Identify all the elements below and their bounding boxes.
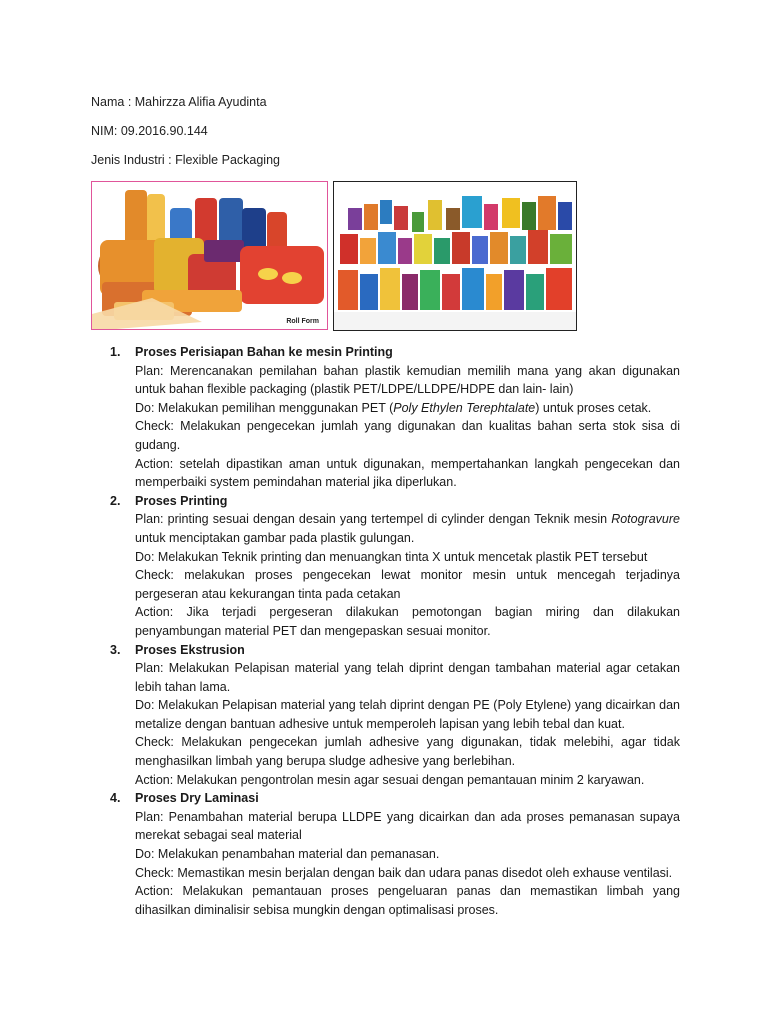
item-title: Proses Perisiapan Bahan ke mesin Printing	[135, 345, 393, 359]
item-check: Check: Melakukan pengecekan jumlah yang digunakan dan kualitas bahan serta stok sisa di gudang.	[135, 419, 680, 452]
item-number: 2.	[110, 493, 121, 508]
item-number: 3.	[110, 642, 121, 657]
list-item	[110, 789, 680, 919]
item-action: Action: Melakukan pemantauan proses pengeluaran panas dan memastikan limbah yang dihasilkan diminalisir sebisa mungkin dengan optimalisasi proses.	[135, 884, 680, 917]
industry-type: Jenis Industri : Flexible Packaging	[91, 153, 280, 167]
item-check: Check: melakukan proses pengecekan lewat monitor mesin untuk mencegah terjadinya pergeseran atau kekurangan tinta pada cetakan	[135, 568, 680, 601]
item-check: Check: Memastikan mesin berjalan dengan baik dan udara panas disedot oleh exhause ventilasi.	[135, 865, 673, 880]
roll-form-image	[91, 181, 328, 330]
item-title: Proses Printing	[135, 493, 228, 508]
packaged-products-image	[333, 181, 577, 331]
item-do-text-end: ) untuk proses cetak.	[535, 400, 652, 415]
item-plan: Plan: Melakukan Pelapisan material yang telah diprint dengan tambahan material agar cetakan lebih tahan lama.	[135, 661, 680, 694]
product-images	[91, 181, 577, 333]
item-do: Do: Melakukan penambahan material dan pemanasan.	[135, 847, 440, 862]
roll-form-illustration	[92, 182, 328, 330]
list-item	[110, 343, 680, 492]
student-name: Nama : Mahirzza Alifia Ayudinta	[91, 95, 267, 109]
list-item	[110, 492, 680, 641]
item-number: 4.	[110, 791, 121, 806]
item-do: Do: Melakukan Teknik printing dan menuangkan tinta X untuk mencetak plastik PET tersebut	[135, 549, 648, 564]
item-action: Action: Melakukan pengontrolan mesin agar sesuai dengan pemantauan minim 2 karyawan.	[135, 772, 645, 787]
item-title: Proses Ekstrusion	[135, 642, 245, 657]
item-action: Action: setelah dipastikan aman untuk digunakan, mempertahankan langkah pengecekan dan memperbaiki system pemindahan material jika diperlukan.	[135, 456, 680, 490]
item-check: Check: Melakukan pengecekan jumlah adhesive yang digunakan, tidak melebihi, agar tidak menghasilkan limbah yang berupa sludge adhesive yang berlebihan.	[135, 735, 680, 769]
roll-form-caption: Roll Form	[286, 318, 319, 325]
item-number: 1.	[110, 345, 121, 359]
item-title: Proses Dry Laminasi	[135, 791, 259, 806]
item-do: Do: Melakukan Pelapisan material yang telah diprint dengan PE (Poly Etylene) yang dicairkan dan metalize dengan bantuan adhesive untuk memperoleh lapisan yang lebih tebal dan kuat.	[135, 698, 680, 731]
item-do-italic: Poly Ethylen Terephtalate	[393, 400, 536, 415]
item-plan-italic: Rotogravure	[611, 512, 680, 527]
item-plan-text: Plan: printing sesuai dengan desain yang tertempel di cylinder dengan Teknik mesin	[135, 512, 612, 527]
item-plan-text-end: untuk menciptakan gambar pada plastik gulungan.	[135, 530, 415, 545]
packaged-products-illustration	[334, 182, 577, 331]
student-nim: NIM: 09.2016.90.144	[91, 124, 208, 138]
process-list	[110, 343, 680, 919]
list-item	[110, 641, 680, 790]
item-do	[135, 399, 680, 418]
item-plan: Plan: Penambahan material berupa LLDPE yang dicairkan dan ada proses pemanasan supaya merekat sebagai seal material	[135, 809, 680, 843]
item-action: Action: Jika terjadi pergeseran dilakukan pemotongan bagian miring dan dilakukan penyambungan material PET dan mengepaskan sesuai monitor.	[135, 605, 680, 638]
item-plan	[135, 510, 680, 547]
item-do-text: Do: Melakukan pemilihan menggunakan PET (	[135, 400, 394, 415]
item-plan: Plan: Merencanakan pemilahan bahan plastik kemudian memilih mana yang akan digunakan untuk bahan flexible packaging (plastik PET/LDPE/LLDPE/HDPE dan lain- lain)	[135, 363, 680, 397]
